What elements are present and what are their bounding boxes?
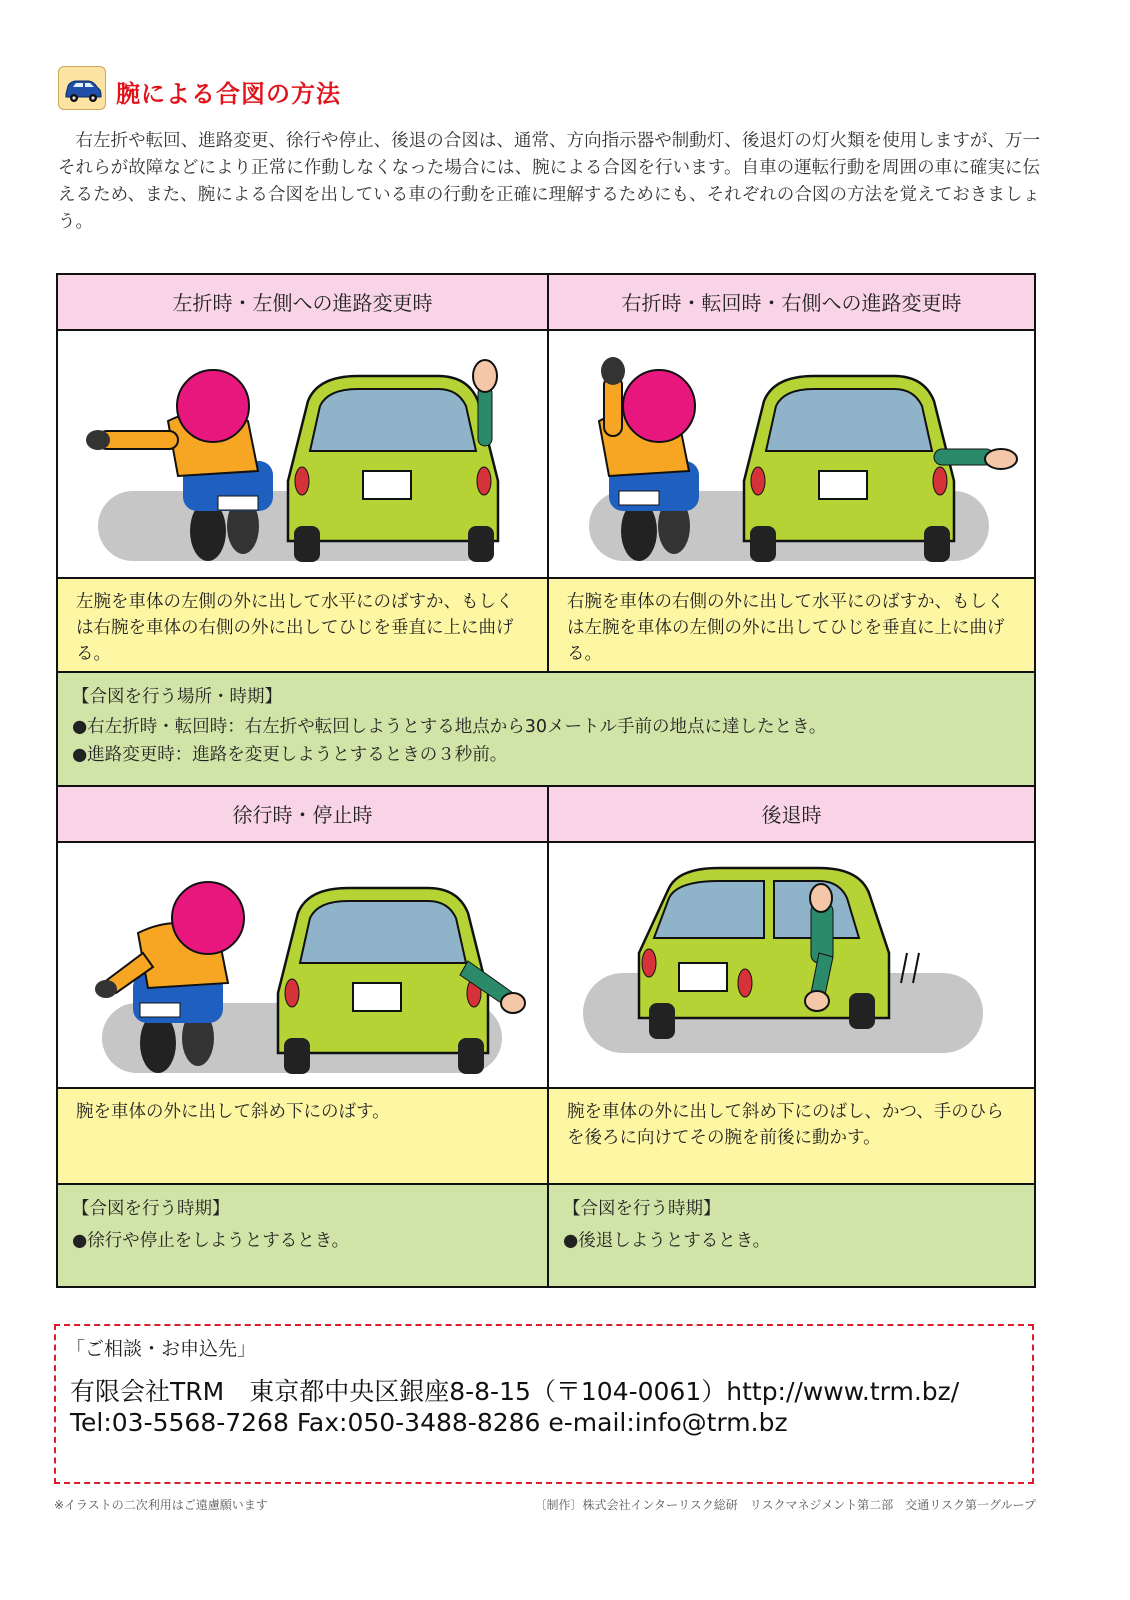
car-rear-icon: [278, 888, 525, 1074]
footnote-illustration-notice: ※イラストの二次利用はご遠慮願います: [54, 1498, 268, 1512]
footnote-credit: 〔制作〕株式会社インターリスク総研 リスクマネジメント第二部 交通リスク第一グループ: [534, 1498, 1036, 1512]
timing-label: 【合図を行う場所・時期】: [72, 687, 282, 707]
grid-divider: [58, 1087, 1034, 1089]
timing-box-reverse: [549, 1185, 1034, 1286]
illustration-left-turn: [58, 331, 547, 577]
timing-item-reverse: ●後退しようとするとき。: [563, 1231, 771, 1251]
grid-divider: [547, 787, 549, 1286]
contact-phone-email: Tel:03-5568-7268 Fax:050-3488-8286 e-mail:info@trm.bz: [70, 1408, 788, 1437]
timing-item-lane-change: ●進路変更時：進路を変更しようとするときの３秒前。: [72, 745, 508, 765]
page-header: [58, 66, 1038, 116]
grid-divider: [547, 275, 549, 673]
panel-heading-left-turn: 左折時・左側への進路変更時: [58, 275, 547, 331]
panel-description-left-turn: 左腕を車体の左側の外に出して水平にのばすか、もしくは右腕を車体の右側の外に出してひじを垂直に上に曲げる。: [58, 577, 547, 671]
illustration-right-turn: [549, 331, 1034, 577]
car-icon: [58, 66, 106, 110]
contact-address: 有限会社TRM 東京都中央区銀座8-8-15（〒104-0061）http://www.trm.bz/: [70, 1377, 960, 1406]
panel-description-right-turn: 右腕を車体の右側の外に出して水平にのばすか、もしくは左腕を車体の左側の外に出してひじを垂直に上に曲げる。: [549, 577, 1034, 671]
panel-description-slow-stop: 腕を車体の外に出して斜め下にのばす。: [58, 1087, 547, 1183]
timing-box-turn: [58, 673, 1034, 785]
grid-divider: [58, 671, 1034, 673]
panel-heading-reverse: 後退時: [549, 787, 1034, 843]
grid-divider: [58, 577, 1034, 579]
panel-description-reverse: 腕を車体の外に出して斜め下にのばし、かつ、手のひらを後ろに向けてその腕を前後に動かす。: [549, 1087, 1034, 1183]
car-rear-icon: [288, 360, 498, 562]
grid-divider: [58, 1183, 1034, 1185]
page-title: 腕による合図の方法: [116, 80, 341, 108]
panel-heading-slow-stop: 徐行時・停止時: [58, 787, 547, 843]
panel-heading-right-turn: 右折時・転回時・右側への進路変更時: [549, 275, 1034, 331]
timing-box-slow-stop: [58, 1185, 547, 1286]
timing-item-slow-stop: ●徐行や停止をしようとするとき。: [72, 1231, 350, 1251]
timing-label: 【合図を行う時期】: [72, 1199, 230, 1219]
car-rear-icon: [639, 868, 919, 1039]
illustration-reverse: [549, 843, 1034, 1087]
contact-box: [54, 1324, 1034, 1484]
timing-label: 【合図を行う時期】: [563, 1199, 721, 1219]
illustration-slow-stop: [58, 843, 547, 1087]
intro-paragraph: 右左折や転回、進路変更、徐行や停止、後退の合図は、通常、方向指示器や制動灯、後退灯の灯火類を使用しますが、万一それらが故障などにより正常に作動しなくなった場合には、腕による合図を行います。自車の運転行動を周囲の車に確実に伝えるため、また、腕による合図を出している車の行動を正確に理解するためにも、それぞれの合図の方法を覚えておきましょう。: [58, 131, 1040, 232]
contact-label: 「ご相談・お申込先」: [66, 1338, 257, 1360]
signal-grid: [56, 273, 1036, 1288]
grid-divider: [58, 785, 1034, 787]
timing-item-turn: ●右左折時・転回時：右左折や転回しようとする地点から30メートル手前の地点に達したとき。: [72, 717, 827, 737]
